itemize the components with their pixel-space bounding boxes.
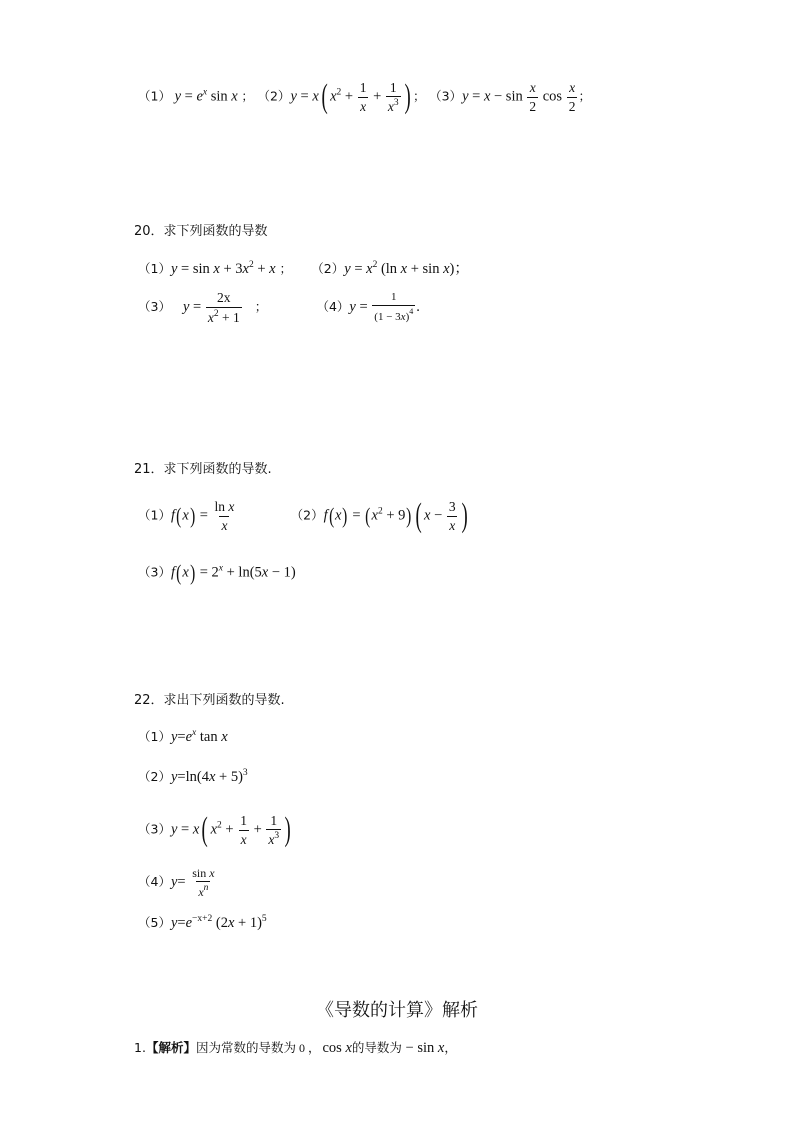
solution-heading: 《导数的计算》解析 <box>316 1000 478 1021</box>
q20-title: 20．求下列函数的导数 <box>134 224 268 239</box>
analysis-tag: 【解析】 <box>145 1040 196 1055</box>
q21-line-2: $(3)f(x) = 2^x + \ln(5x - 1)$ <box>138 560 296 585</box>
q19-label-1: （1） <box>138 88 171 104</box>
q21-line-1: （1）f(x) = $\frac{\text{ln x}}{x}$ $(2)f(x) = (x^2 + 9)$ ( x − $\frac{3}{x}$ ) <box>138 497 468 534</box>
q20-line-2: （3） y = $\frac{2x}{x^2 + 1}$ ； （4）y = $\frac{1}{(1 - 3x)^4}$ . <box>138 290 420 325</box>
q21-title: 21．求下列函数的导数. <box>134 462 272 477</box>
q19-label-2: （2） <box>257 88 291 104</box>
fraction: $\frac{\text{sin x}}{x^n}$ <box>192 866 215 899</box>
fraction: $\frac{2x}{x^2 + 1}$ <box>207 290 240 325</box>
q22-title: 22．求出下列函数的导数. <box>134 693 285 708</box>
fraction: $\frac{1}{x^3}$ <box>387 79 399 114</box>
fraction: $\frac{3}{x}$ <box>448 499 456 533</box>
q22-line-1: $(1)y=e^x$ tan x <box>138 728 228 745</box>
q19-parts: （1） $y = e^x$ sin x ； （2）y = x( $x^2$ + $\frac{1}{x}$ + $\frac{1}{x^3}$ ) ； （3）y = x − sin $\frac{x}{2}$ cos $\frac{x}{2}$ ； <box>138 78 591 115</box>
fraction: $\frac{1}{x^3}$ <box>268 812 280 847</box>
q19-label-3: （3） <box>429 88 463 104</box>
q22-line-3: （3）y = x( $x^2$ + $\frac{1}{x}$ + $\frac{1}{x^3}$ ) <box>138 811 291 848</box>
fraction: $\frac{x}{2}$ <box>529 80 537 114</box>
fraction: $\frac{\text{ln x}}{x}$ <box>214 499 235 533</box>
fraction: $\frac{1}{x}$ <box>240 813 247 847</box>
fraction: $\frac{1}{(1 - 3x)^4}$ <box>374 291 414 323</box>
q22-line-4: （4）y= $\frac{\text{sin x}}{x^n}$ <box>138 866 215 899</box>
fraction: $\frac{1}{x}$ <box>359 80 367 114</box>
q22-line-5: $(5)y=e^{-x+2}$ $(2x + 1)^5$ <box>138 914 267 931</box>
q20-line-1: $(1)y = \sin x + 3x^2 + x$ ； $(2)y = x^2$ (ln x + sin x)； <box>138 260 469 277</box>
solution-line-1: 1.【解析】因为常数的导数为 0 ， cos x的导数为 − sin x， <box>134 1040 457 1056</box>
q22-line-2: $(2)y=\ln(4x + 5)^3$ <box>138 768 248 785</box>
fraction: $\frac{x}{2}$ <box>568 80 576 114</box>
